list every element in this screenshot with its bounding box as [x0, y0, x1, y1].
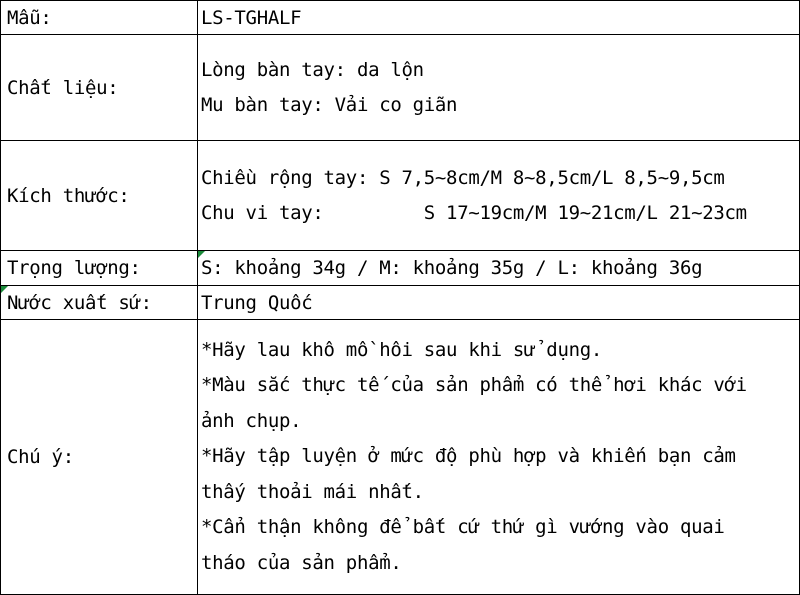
row-size [1, 141, 800, 251]
model-label: Mẫu: [1, 1, 198, 35]
size-value [198, 141, 800, 251]
row-origin [1, 286, 800, 320]
notes-value [198, 320, 800, 595]
origin-value: Trung Quốc [198, 286, 800, 320]
origin-label [1, 286, 198, 320]
size-line-circumference: Chu vi tay: S 17~19cm/M 19~21cm/L 21~23cm [201, 201, 747, 224]
note-line: *Hãy lau khô mồ hôi sau khi sử dụng. [201, 338, 603, 361]
note-line: thấy thoải mái nhất. [201, 480, 424, 503]
row-notes [1, 320, 800, 595]
material-line: Mu bàn tay: Vải co giãn [201, 93, 458, 116]
weight-label: Trọng lượng: [1, 251, 198, 286]
note-line: *Màu sắc thực tế của sản phẩm có thể hơi khác với [201, 374, 747, 397]
notes-label: Chú ý: [1, 320, 198, 595]
weight-text: S: khoảng 34g / M: khoảng 35g / L: khoảng 36g [201, 257, 703, 279]
note-line: *Cẩn thận không để bất cứ thứ gì vướng vào quai [201, 516, 725, 539]
cell-marker-icon [1, 286, 8, 293]
material-label: Chất liệu: [1, 35, 198, 141]
cell-marker-icon [198, 251, 205, 258]
material-value [198, 35, 800, 141]
model-value: LS-TGHALF [198, 1, 800, 35]
row-material [1, 35, 800, 141]
weight-value [198, 251, 800, 286]
origin-label-text: Nước xuất sứ: [7, 291, 152, 314]
material-line: Lòng bàn tay: da lộn [201, 58, 424, 81]
note-line: *Hãy tập luyện ở mức độ phù hợp và khiến bạn cảm [201, 445, 736, 468]
note-line: ảnh chụp. [201, 409, 302, 432]
note-line: tháo của sản phẩm. [201, 551, 402, 574]
row-model [1, 1, 800, 35]
size-line-width: Chiều rộng tay: S 7,5~8cm/M 8~8,5cm/L 8,5~9,5cm [201, 166, 725, 189]
size-label: Kích thước: [1, 141, 198, 251]
row-weight [1, 251, 800, 286]
